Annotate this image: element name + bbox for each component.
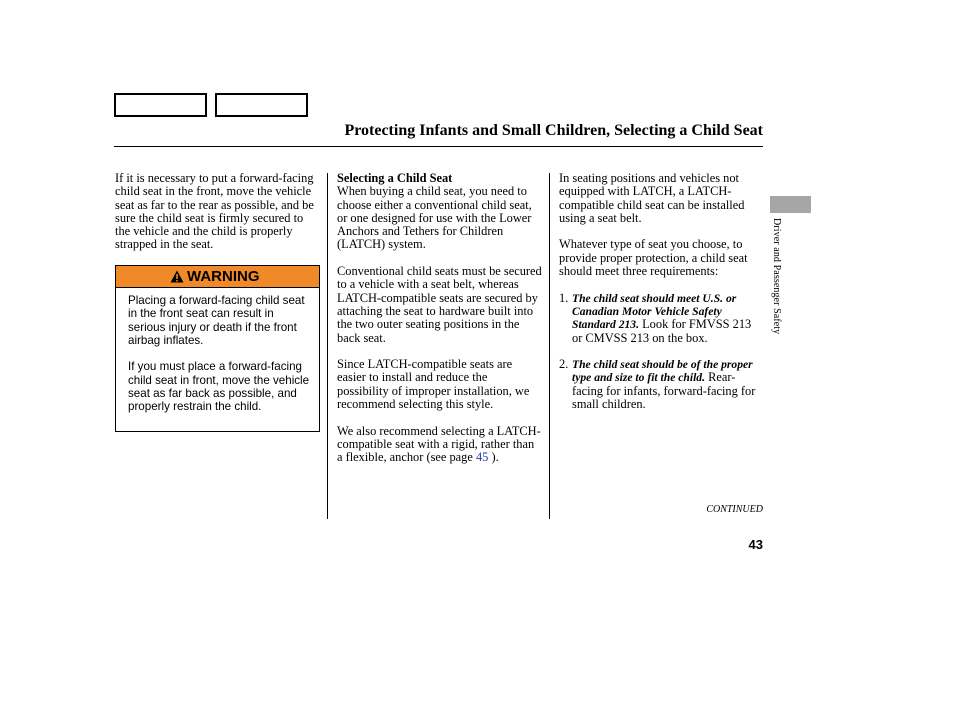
- col2-paragraph: When buying a child seat, you need to choose either a conventional child seat, or one designed for use with the Lower Anchors and Tethers for Children (LATCH) system.: [337, 184, 532, 252]
- requirement-text: Rear-facing for infants, forward-facing for small children.: [572, 370, 756, 412]
- requirement-text: Look for FMVSS 213 or CMVSS 213 on the box.: [572, 317, 752, 345]
- column-3: [559, 172, 764, 425]
- requirement-emphasis: The child seat should be of the proper type and size to fit the child.: [572, 358, 753, 385]
- nav-button-2[interactable]: [215, 93, 308, 117]
- warning-box: [115, 265, 320, 432]
- warning-paragraph: Placing a forward-facing child seat in the front seat can result in serious injury or death if the front airbag inflates.: [128, 294, 305, 347]
- page-title: Protecting Infants and Small Children, Selecting a Child Seat: [344, 122, 763, 139]
- nav-button-1[interactable]: [114, 93, 207, 117]
- warning-triangle-icon: [170, 270, 184, 283]
- col2-text: We also recommend selecting a LATCH-compatible seat with a rigid, rather than a flexible, anchor (see page: [337, 423, 541, 465]
- col2-paragraph-with-link: [337, 425, 542, 465]
- continued-label: CONTINUED: [706, 504, 763, 515]
- requirement-emphasis: The child seat should meet U.S. or Canadian Motor Vehicle Safety Standard 213.: [572, 291, 737, 332]
- column-divider: [549, 173, 550, 519]
- requirement-item: [559, 358, 764, 411]
- page-reference-link[interactable]: 45: [475, 450, 489, 465]
- column-1: [115, 172, 321, 265]
- col1-paragraph: If it is necessary to put a forward-facing child seat in the front, move the vehicle seat as far to the rear as possible, and be sure the child seat is firmly secured to the vehicle and the child is properly strapped in the seat.: [115, 171, 314, 252]
- section-label: Driver and Passenger Safety: [771, 218, 782, 335]
- column-2: [337, 172, 542, 478]
- warning-label: WARNING: [187, 268, 260, 285]
- requirement-number: 1.: [559, 290, 569, 305]
- page-number: 43: [748, 537, 763, 552]
- requirement-number: 2.: [559, 357, 569, 372]
- section-subheading: Selecting a Child Seat: [337, 171, 453, 185]
- title-divider: [114, 146, 763, 147]
- col3-paragraph: Whatever type of seat you choose, to provide proper protection, a child seat should meet three requirements:: [559, 237, 748, 279]
- warning-paragraph: If you must place a forward-facing child seat in front, move the vehicle seat as far back as possible, and properly restrain the child.: [128, 360, 310, 414]
- col3-paragraph: In seating positions and vehicles not equipped with LATCH, a LATCH-compatible child seat can be installed using a seat belt.: [559, 171, 745, 225]
- warning-header: [116, 266, 319, 288]
- column-divider: [327, 173, 328, 519]
- section-tab[interactable]: [770, 196, 811, 213]
- warning-body: [116, 288, 319, 414]
- requirement-item: [559, 292, 764, 345]
- col2-text: ).: [488, 450, 499, 465]
- col2-paragraph: Since LATCH-compatible seats are easier to install and reduce the possibility of improper installation, we recommend selecting this style.: [337, 357, 530, 412]
- col2-paragraph: Conventional child seats must be secured to a vehicle with a seat belt, whereas LATCH-compatible seats are secured by attaching the seat to hardware built into the two outer seating positions in the back seat.: [337, 264, 542, 345]
